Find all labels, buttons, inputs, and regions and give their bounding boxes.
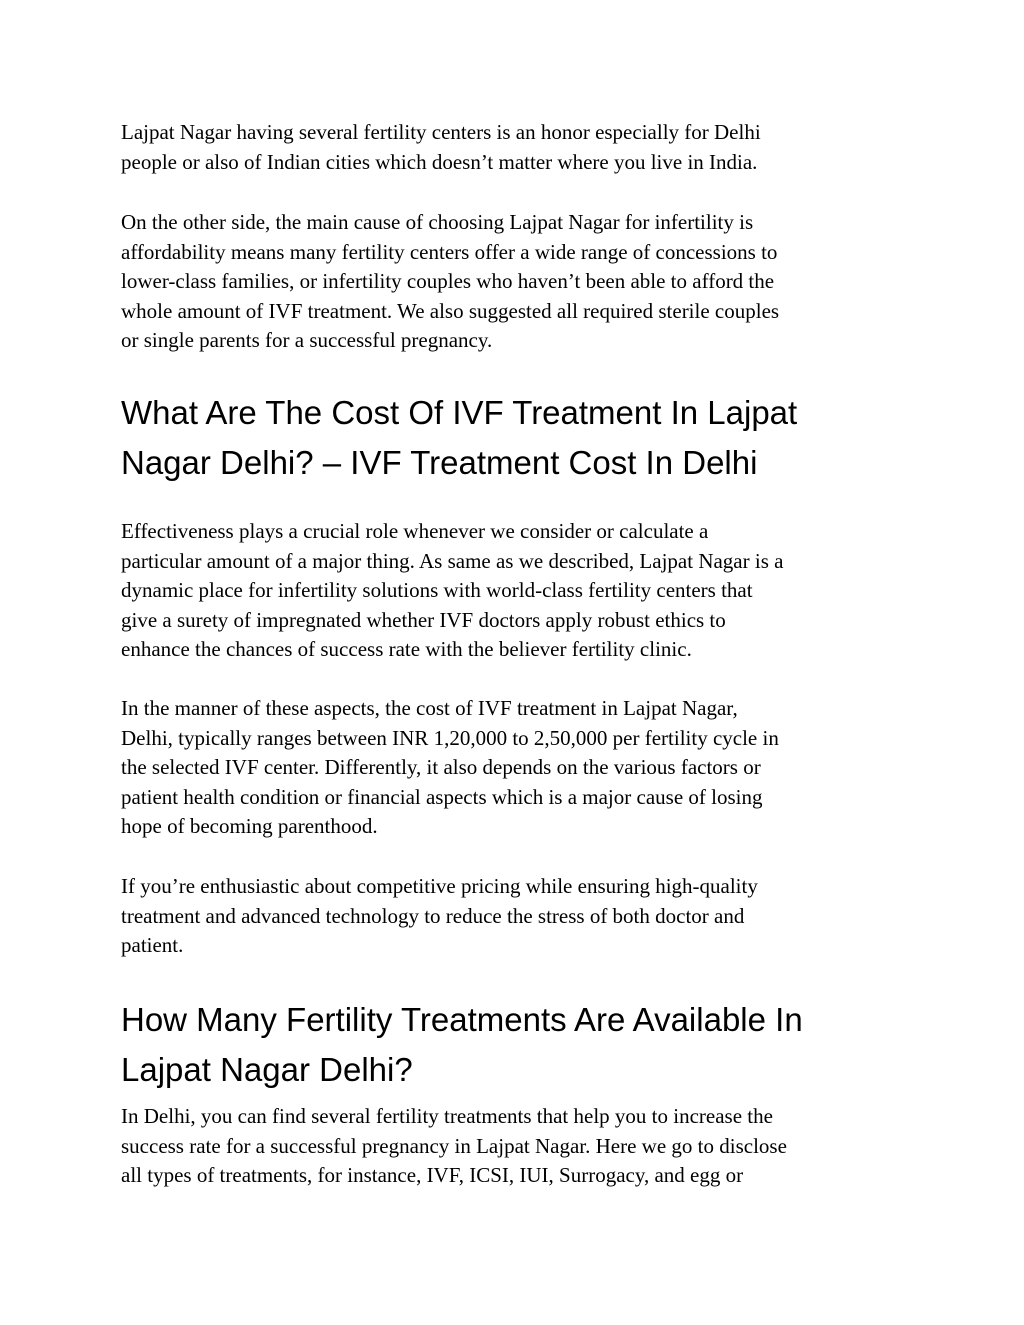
text-line: or single parents for a successful pregnancy.: [121, 328, 493, 353]
text-line: Delhi, typically ranges between INR 1,20,000 to 2,50,000 per fertility cycle in: [121, 725, 779, 750]
heading-ivf-cost: [121, 388, 797, 487]
paragraph-cost-range: [121, 694, 779, 842]
text-line: treatment and advanced technology to reduce the stress of both doctor and: [121, 903, 745, 928]
text-line: patient.: [121, 933, 184, 958]
text-line: Lajpat Nagar having several fertility centers is an honor especially for Delhi: [121, 120, 761, 144]
text-line: all types of treatments, for instance, IVF, ICSI, IUI, Surrogacy, and egg or: [121, 1163, 744, 1188]
paragraph-effectiveness: [121, 517, 783, 665]
text-line: people or also of Indian cities which doesn’t matter where you live in India.: [121, 149, 758, 174]
text-line: affordability means many fertility centers offer a wide range of concessions to: [121, 239, 778, 264]
text-line: If you’re enthusiastic about competitive pricing while ensuring high-quality: [121, 874, 758, 898]
text-line: the selected IVF center. Differently, it also depends on the various factors or: [121, 755, 761, 780]
text-line: Effectiveness plays a crucial role whenever we consider or calculate a: [121, 519, 709, 543]
heading-line: How Many Fertility Treatments Are Available In: [121, 1001, 803, 1038]
paragraph-pricing: [121, 872, 758, 961]
heading-line: Nagar Delhi? – IVF Treatment Cost In Delhi: [121, 443, 758, 481]
text-line: dynamic place for infertility solutions with world-class fertility centers that: [121, 578, 753, 603]
text-line: In Delhi, you can find several fertility treatments that help you to increase the: [121, 1104, 773, 1128]
text-line: patient health condition or financial aspects which is a major cause of losing: [121, 784, 763, 809]
paragraph-intro: [121, 118, 761, 177]
paragraph-affordability: [121, 208, 779, 356]
text-line: On the other side, the main cause of choosing Lajpat Nagar for infertility is: [121, 210, 754, 234]
text-line: enhance the chances of success rate with the believer fertility clinic.: [121, 637, 692, 662]
text-line: particular amount of a major thing. As same as we described, Lajpat Nagar is a: [121, 548, 784, 573]
text-line: hope of becoming parenthood.: [121, 814, 378, 839]
text-line: give a surety of impregnated whether IVF doctors apply robust ethics to: [121, 607, 726, 632]
text-line: lower-class families, or infertility couples who haven’t been able to afford the: [121, 269, 775, 294]
text-line: In the manner of these aspects, the cost of IVF treatment in Lajpat Nagar,: [121, 696, 738, 720]
heading-line: Lajpat Nagar Delhi?: [121, 1050, 413, 1088]
text-line: whole amount of IVF treatment. We also suggested all required sterile couples: [121, 298, 780, 323]
text-line: success rate for a successful pregnancy in Lajpat Nagar. Here we go to disclose: [121, 1133, 787, 1158]
heading-treatments: [121, 995, 803, 1094]
heading-line: What Are The Cost Of IVF Treatment In Lajpat: [121, 394, 798, 431]
paragraph-treatments: [121, 1102, 787, 1191]
